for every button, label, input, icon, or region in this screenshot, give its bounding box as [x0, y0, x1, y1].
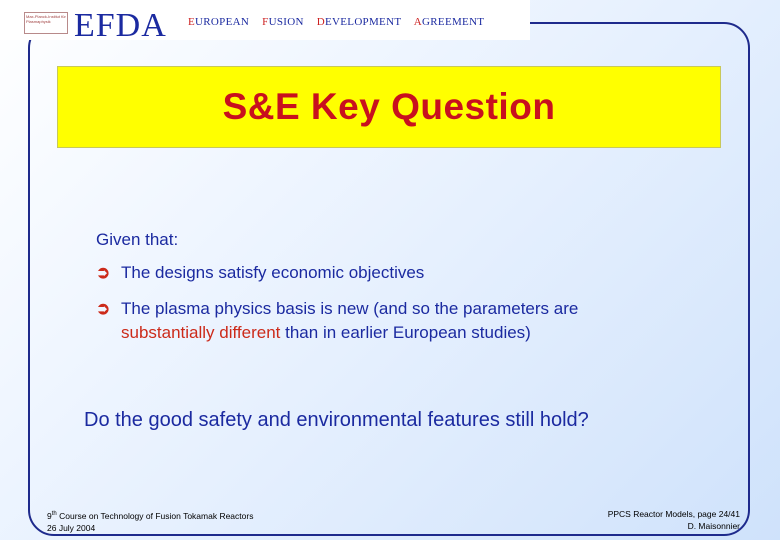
highlight-text: substantially different [121, 323, 281, 342]
page-number: PPCS Reactor Models, page 24/41 [607, 509, 740, 519]
bullet-text: The designs satisfy economic objectives [121, 263, 425, 282]
title-box [57, 66, 721, 148]
logo-text: Max-Planck-Institut für Plasmaphysik [26, 14, 66, 24]
banner-word-fusion: FUSION [262, 16, 304, 28]
bullet-text-line-2 [121, 322, 531, 344]
course-title: 9th Course on Technology of Fusion Tokamak Reactors [47, 510, 254, 521]
banner-word-european: EUROPEAN [188, 16, 250, 28]
ipp-logo [24, 12, 68, 34]
course-date: 26 July 2004 [47, 522, 96, 533]
arrow-bullet-icon: ➲ [96, 299, 111, 318]
bullet-text-line-1: The plasma physics basis is new (and so the parameters are [121, 299, 579, 318]
bullet-text-rest: than in earlier European studies) [280, 323, 531, 342]
author-name: D. Maisonnier [687, 521, 740, 531]
banner-word-agreement: AGREEMENT [413, 16, 485, 28]
footer-page-info [608, 508, 740, 532]
footer-course [47, 508, 253, 534]
intro-text: Given that: [96, 230, 179, 249]
slide-title: S&E Key Question [222, 86, 556, 127]
efda-banner [188, 16, 494, 28]
header-band [0, 0, 530, 44]
arrow-bullet-icon: ➲ [96, 263, 111, 282]
key-question: Do the good safety and environmental features still hold? [84, 409, 589, 431]
banner-word-development: DEVELOPMENT [316, 16, 402, 28]
efda-brand: EFDA [74, 7, 167, 44]
